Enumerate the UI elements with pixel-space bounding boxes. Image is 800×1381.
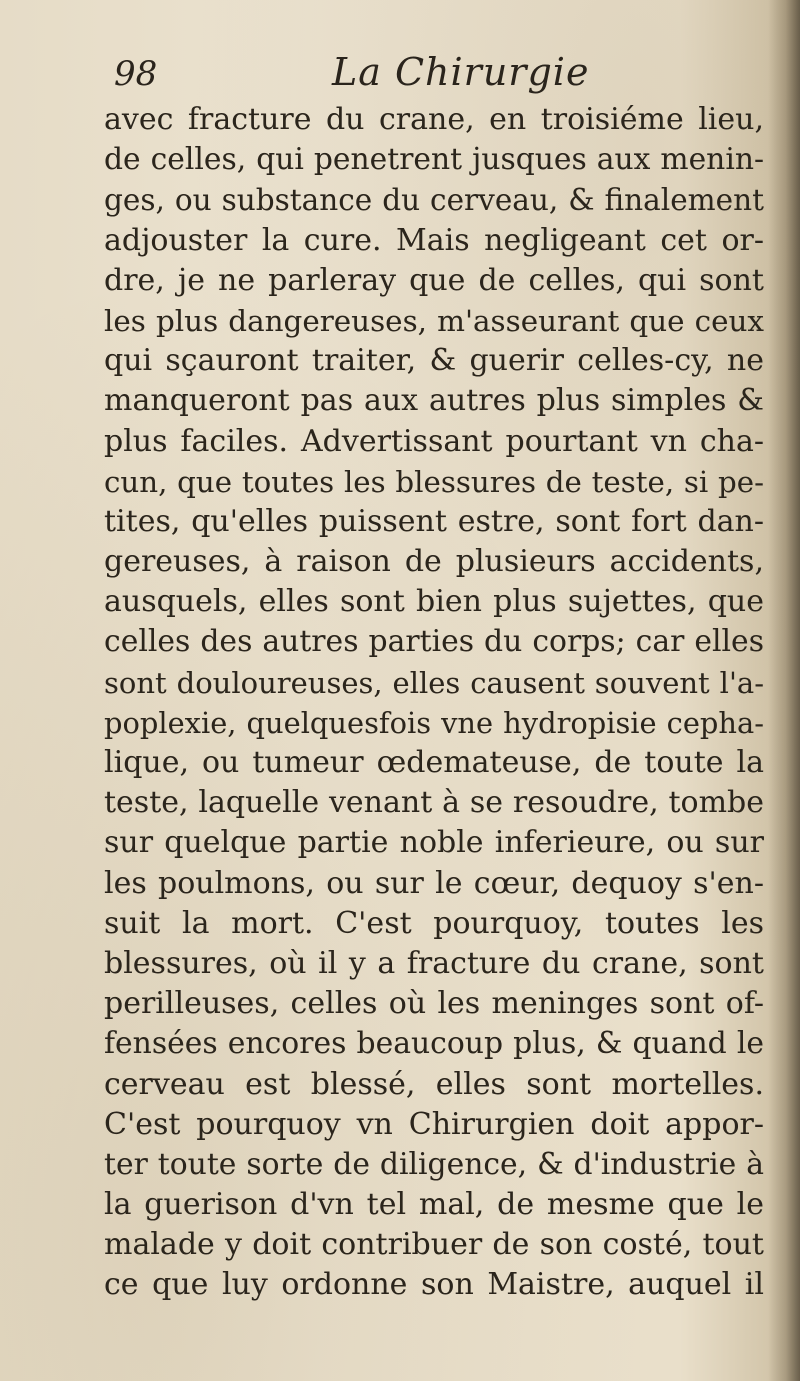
text-line: ausquels, elles sont bien plus sujettes, que	[104, 584, 764, 620]
text-line: manqueront pas aux autres plus simples &	[104, 383, 764, 419]
text-line: lique, ou tumeur œdemateuse, de toute la	[104, 745, 764, 780]
text-line: teste, laquelle venant à se resoudre, tombe	[104, 785, 764, 821]
text-line: fensées encores beaucoup plus, & quand le	[104, 1026, 764, 1062]
text-line: gereuses, à raison de plusieurs accidents,	[104, 544, 764, 580]
text-line: perilleuses, celles où les meninges sont of-	[104, 986, 764, 1022]
text-line: de celles, qui penetrent jusques aux menin-	[104, 142, 764, 178]
text-line: C'est pourquoy vn Chirurgien doit appor-	[104, 1106, 764, 1142]
text-line: sont douloureuses, elles causent souvent l'a-	[104, 665, 764, 700]
text-line: poplexie, quelquesfois vne hydropisie cepha-	[104, 705, 764, 740]
page-number: 98	[114, 54, 158, 94]
text-line: blessures, où il y a fracture du crane, sont	[104, 945, 764, 981]
text-line: ges, ou substance du cerveau, & finalement	[104, 183, 764, 218]
text-line: les plus dangereuses, m'asseurant que ceux	[104, 303, 764, 338]
text-line: celles des autres parties du corps; car elles	[104, 624, 764, 660]
text-line: ter toute sorte de diligence, & d'industrie à	[104, 1146, 764, 1182]
text-line: avec fracture du crane, en troisiéme lieu,	[104, 102, 764, 137]
text-line: qui sçauront traiter, & guerir celles-cy, ne	[104, 343, 764, 379]
body-text	[104, 100, 764, 1306]
page-gutter-shadow	[768, 0, 800, 1381]
page-header	[114, 48, 754, 100]
text-line: sur quelque partie noble inferieure, ou sur	[104, 825, 764, 861]
text-line: suit la mort. C'est pourquoy, toutes les	[104, 905, 764, 941]
text-line: adjouster la cure. Mais negligeant cet or-	[104, 222, 764, 258]
text-line: malade y doit contribuer de son costé, tout	[104, 1227, 764, 1263]
text-line: ce que luy ordonne son Maistre, auquel il	[104, 1267, 764, 1303]
text-line: les poulmons, ou sur le cœur, dequoy s'en-	[104, 865, 764, 901]
running-title: La Chirurgie	[332, 50, 590, 94]
text-line: tites, qu'elles puissent estre, sont fort dan-	[104, 503, 764, 539]
text-line: plus faciles. Advertissant pourtant vn cha-	[104, 423, 764, 459]
text-line: cerveau est blessé, elles sont mortelles.	[104, 1066, 764, 1102]
text-line: cun, que toutes les blessures de teste, si pe-	[104, 464, 764, 499]
text-line: la guerison d'vn tel mal, de mesme que le	[104, 1187, 764, 1223]
text-line: dre, je ne parleray que de celles, qui sont	[104, 262, 764, 298]
